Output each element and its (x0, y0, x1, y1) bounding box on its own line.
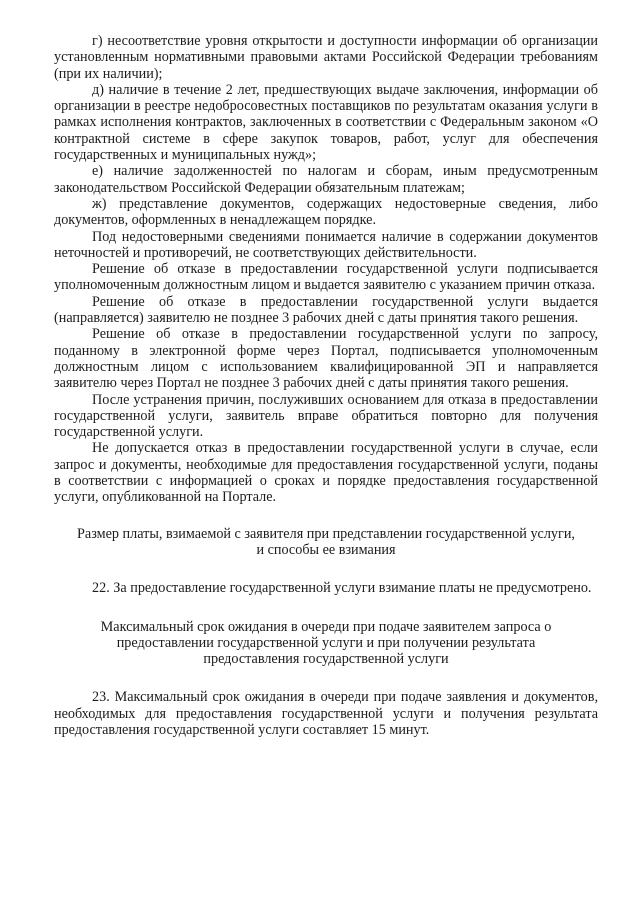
paragraph-g: г) несоответствие уровня открытости и доступности информации об организации установленным нормативными правовыми актами Российской Федерации требованиям (при их наличии); (54, 33, 598, 82)
heading-line: Максимальный срок ожидания в очереди при подаче заявителем запроса о (100, 618, 552, 635)
spacer (54, 506, 598, 526)
paragraph-refusal-portal: Решение об отказе в предоставлении государственной услуги по запросу, поданному в электронной форме через Портал, подписывается уполномоченным должностным лицом с использованием квалифицированной ЭП и направляется заявителю через Портал не позднее 3 рабочих дней с даты принятия такого решения. (54, 326, 598, 392)
paragraph-e: е) наличие задолженностей по налогам и сборам, иным предусмотренным законодательством Российской Федерации обязательным платежам; (54, 163, 598, 196)
paragraph-refusal-deadline: Решение об отказе в предоставлении государственной услуги выдается (направляется) заявителю не позднее 3 рабочих дней с даты принятия такого решения. (54, 293, 598, 327)
paragraph-refusal-not-allowed: Не допускается отказ в предоставлении государственной услуги в случае, если запрос и документы, необходимые для предоставления государственной услуги, поданы в соответствии с информацией о сроках и порядке предоставления государственной услуги, опубликованной на Портале. (54, 440, 598, 506)
section-heading-fee (54, 526, 598, 559)
paragraph-23: 23. Максимальный срок ожидания в очереди при подаче заявления и документов, необходимых для предоставления государственной услуги и получения результата предоставления государственной услуги составляет 15 минут. (54, 689, 598, 738)
paragraph-refusal-signing: Решение об отказе в предоставлении государственной услуги подписывается уполномоченным должностным лицом и выдается заявителю с указанием причин отказа. (54, 261, 598, 294)
heading-line: предоставления государственной услуги (203, 651, 449, 668)
spacer (54, 558, 598, 580)
heading-line: Размер платы, взимаемой с заявителя при представлении государственной услуги, (77, 525, 575, 542)
heading-line: предоставлении государственной услуги и при получении результата (116, 634, 536, 651)
spacer (54, 597, 598, 619)
spacer (54, 667, 598, 689)
paragraph-d: д) наличие в течение 2 лет, предшествующих выдаче заключения, информации об организации в реестре недобросовестных поставщиков по результатам оказания услуги в рамках исполнения контрактов, заключенных в соответствии с Федеральным законом «О контрактной системе в сфере закупок товаров, работ, услуг для обеспечения государственных и муниципальных нужд»; (54, 81, 598, 164)
paragraph-22: 22. За предоставление государственной услуги взимание платы не предусмотрено. (92, 580, 592, 597)
paragraph-zh: ж) представление документов, содержащих недостоверные сведения, либо документов, оформленных в ненадлежащем порядке. (54, 195, 598, 229)
section-heading-queue (54, 619, 598, 668)
heading-line: и способы ее взимания (256, 541, 396, 558)
document-page (54, 33, 598, 738)
paragraph-false-info-definition: Под недостоверными сведениями понимается наличие в содержании документов неточностей и противоречий, не соответствующих действительности. (54, 228, 598, 261)
paragraph-reapply: После устранения причин, послуживших основанием для отказа в предоставлении государственной услуги, заявитель вправе обратиться повторно для получения государственной услуги. (54, 391, 598, 441)
